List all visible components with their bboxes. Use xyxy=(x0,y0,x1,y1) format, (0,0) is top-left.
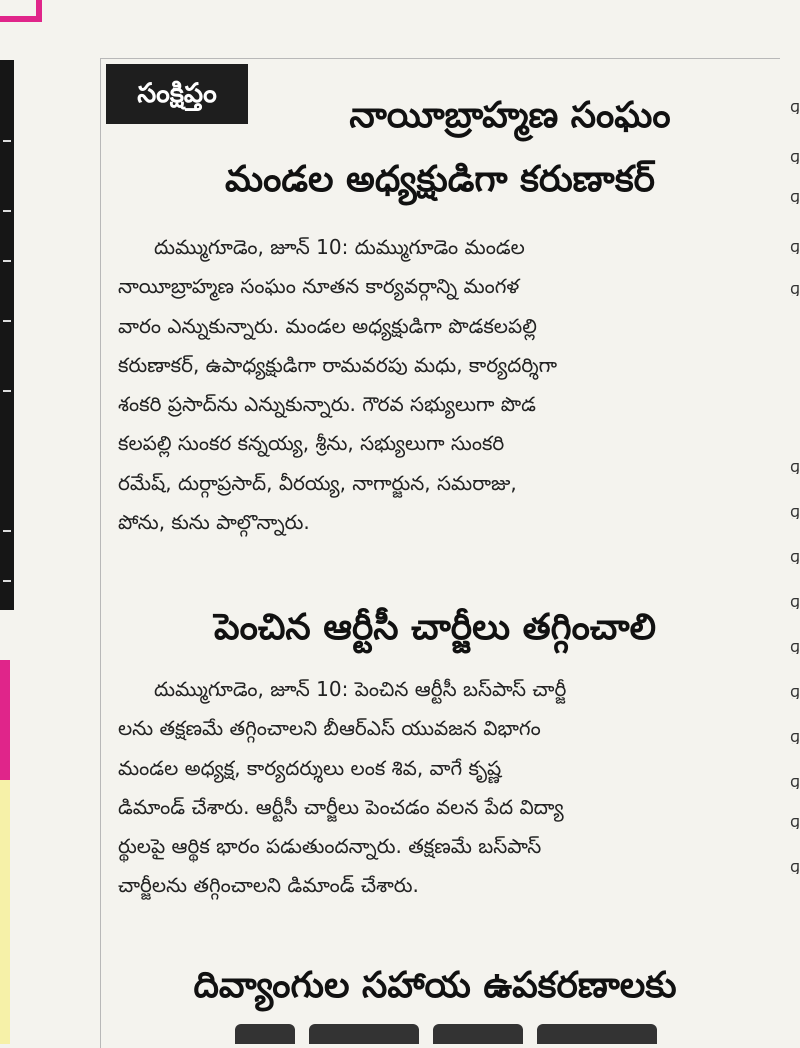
article-1-line: శంకరి ప్రసాద్‌ను ఎన్నుకున్నారు. గౌరవ సభ్యులుగా పొడ xyxy=(118,392,536,417)
article-2-line: లను తక్షణమే తగ్గించాలని బీఆర్ఎస్ యువజన విభాగం xyxy=(118,716,541,741)
headline-2: పెంచిన ఆర్టీసీ చార్జీలు తగ్గించాలి xyxy=(213,607,657,648)
article-1-line: నాయీబ్రాహ్మణ సంఘం నూతన కార్యవర్గాన్ని మంగళ xyxy=(118,274,520,299)
article-1-line: రమేష్, దుర్గాప్రసాద్, వీరయ్య, నాగార్జున, సమరాజు, xyxy=(118,470,517,495)
dark-sidebar-strip xyxy=(0,60,14,610)
pink-frame-corner xyxy=(0,0,42,22)
article-2-line: మండల అధ్యక్ష, కార్యదర్శులు లంక శివ, వాగే కృష్ణ xyxy=(118,755,502,780)
adjacent-column-left xyxy=(0,0,40,1044)
section-label: సంక్షిప్తం xyxy=(106,64,248,124)
headline-1-line-1: నాయీబ్రాహ్మణ సంఘం xyxy=(349,95,671,136)
article-2-line: దుమ్ముగూడెం, జూన్ 10: పెంచిన ఆర్టీసీ బస్‌పాస్ చార్జీ xyxy=(154,677,567,701)
article-1-line: వారం ఎన్నుకున్నారు. మండల అధ్యక్షుడిగా పొడకలపల్లి xyxy=(118,313,537,338)
yellow-ad-strip xyxy=(0,780,10,1044)
article-1-line: కలపల్లి సుంకర కన్నయ్య, శ్రీను, సభ్యులుగా సుంకరి xyxy=(118,431,505,456)
article-2-line: ర్థులపై ఆర్థిక భారం పడుతుందన్నారు. తక్షణమే బస్‌పాస్ xyxy=(118,834,542,859)
article-1-line: కరుణాకర్, ఉపాధ్యక్షుడిగా రామవరపు మధు, కార్యదర్శిగా xyxy=(118,352,558,377)
article-2-line: డిమాండ్ చేశారు. ఆర్టీసీ చార్జీలు పెంచడం వలన పేద విద్యా xyxy=(118,794,564,819)
article-1-line: పోను, కును పాల్గొన్నారు. xyxy=(118,510,310,535)
headline-1-line-2: మండల అధ్యక్షుడిగా కరుణాకర్ xyxy=(225,159,655,200)
article-2-line: చార్జీలను తగ్గించాలని డిమాండ్ చేశారు. xyxy=(118,873,419,898)
article-2-body xyxy=(118,670,748,906)
article-1-body xyxy=(118,228,748,542)
headline-3: దివ్యాంగుల సహాయ ఉపకరణాలకు xyxy=(193,965,677,1006)
pink-ad-strip xyxy=(0,660,10,780)
article-1-line: దుమ్ముగూడెం, జూన్ 10: దుమ్ముగూడెం మండల xyxy=(154,235,525,259)
cut-off-headline-fragment xyxy=(235,1024,675,1044)
